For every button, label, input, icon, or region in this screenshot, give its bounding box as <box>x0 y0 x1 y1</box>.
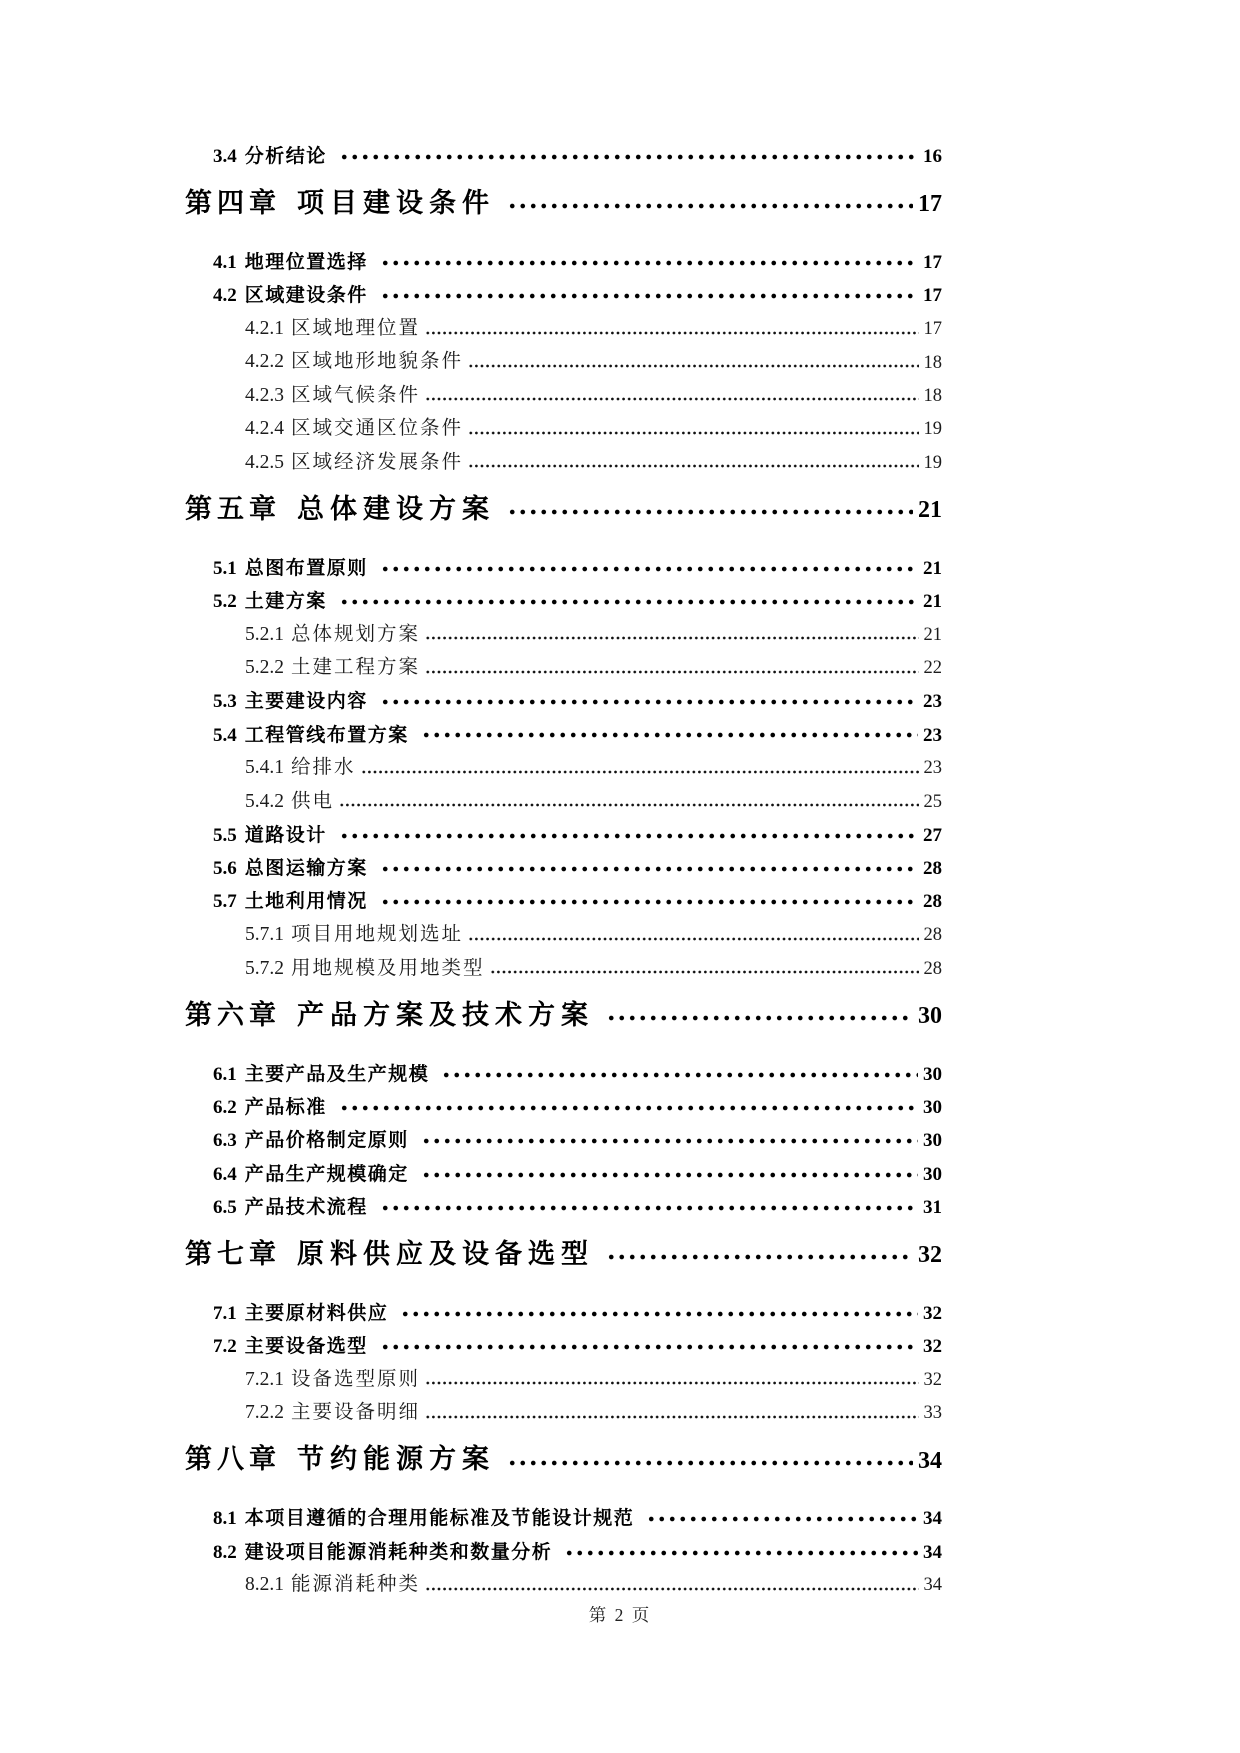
entry-title: 总图布置原则 <box>244 557 368 579</box>
entry-title: 土地利用情况 <box>244 891 368 913</box>
entry-title: 区域地形地貌条件 <box>291 351 464 373</box>
entry-page-number: 32 <box>923 1336 942 1357</box>
entry-title: 区域交通区位条件 <box>291 418 464 440</box>
entry-page-number: 17 <box>923 251 942 273</box>
toc-entry <box>185 645 942 678</box>
entry-page-number: 34 <box>923 1508 942 1530</box>
entry-title: 土建工程方案 <box>291 657 421 679</box>
entry-page-number: 27 <box>923 824 942 846</box>
dot-leader <box>644 1496 918 1529</box>
entry-page-number: 21 <box>923 557 942 579</box>
entry-page-number: 25 <box>923 791 942 812</box>
toc-entry <box>185 812 942 845</box>
toc-entry <box>185 406 942 439</box>
entry-page-number: 19 <box>923 419 942 440</box>
entry-number: 5.3 <box>213 691 237 713</box>
entry-number: 5.2.2 <box>245 657 284 679</box>
dot-leader <box>337 1085 918 1118</box>
entry-title: 建设项目能源消耗种类和数量分析 <box>244 1541 553 1563</box>
entry-page-number: 28 <box>923 891 942 913</box>
entry-page-number: 23 <box>923 758 942 779</box>
entry-page-number: 17 <box>923 285 942 307</box>
toc-entry <box>185 612 942 645</box>
toc-entry <box>185 779 942 812</box>
toc-entry <box>185 1151 942 1184</box>
entry-page-number: 32 <box>918 1241 942 1268</box>
entry-page-number: 30 <box>923 1130 942 1152</box>
dot-leader <box>337 579 918 612</box>
table-of-contents <box>185 134 942 1596</box>
entry-page-number: 28 <box>923 925 942 946</box>
toc-entry <box>185 679 942 712</box>
entry-page-number: 22 <box>923 658 942 679</box>
dot-leader <box>467 440 918 473</box>
entry-number: 第七章 <box>185 1238 281 1269</box>
entry-number: 7.2.2 <box>245 1402 284 1424</box>
entry-title: 总体建设方案 <box>297 493 495 524</box>
dot-leader <box>424 645 918 678</box>
dot-leader <box>338 779 918 812</box>
entry-title: 产品生产规模确定 <box>244 1163 409 1185</box>
dot-leader <box>424 1563 918 1596</box>
entry-title: 分析结论 <box>244 146 327 168</box>
entry-title: 主要建设内容 <box>244 691 368 713</box>
entry-title: 用地规模及用地类型 <box>291 957 485 979</box>
entry-number: 5.7.1 <box>245 924 284 946</box>
entry-title: 产品技术流程 <box>244 1197 368 1219</box>
entry-title: 原料供应及设备选型 <box>297 1238 594 1269</box>
entry-page-number: 30 <box>923 1163 942 1185</box>
entry-number: 5.2.1 <box>245 623 284 645</box>
toc-entry <box>185 1185 942 1218</box>
entry-page-number: 33 <box>923 1403 942 1424</box>
entry-title: 总体规划方案 <box>291 623 421 645</box>
entry-page-number: 32 <box>923 1302 942 1324</box>
entry-page-number: 17 <box>923 319 942 340</box>
entry-title: 主要原材料供应 <box>244 1302 389 1324</box>
toc-entry <box>185 134 942 167</box>
toc-entry <box>185 306 942 339</box>
entry-number: 4.1 <box>213 251 237 273</box>
entry-page-number: 17 <box>918 191 942 218</box>
dot-leader <box>604 993 913 1029</box>
entry-title: 区域地理位置 <box>291 318 421 340</box>
entry-title: 主要设备选型 <box>244 1336 368 1357</box>
dot-leader <box>419 1118 918 1151</box>
entry-number: 6.2 <box>213 1097 237 1119</box>
entry-number: 4.2.1 <box>245 318 284 340</box>
entry-number: 5.6 <box>213 858 237 880</box>
dot-leader <box>562 1529 918 1562</box>
entry-title: 项目建设条件 <box>297 188 495 219</box>
entry-title: 工程管线布置方案 <box>244 724 409 746</box>
toc-entry <box>185 912 942 945</box>
dot-leader <box>419 1151 918 1184</box>
entry-number: 第八章 <box>185 1444 281 1475</box>
entry-page-number: 28 <box>923 858 942 880</box>
dot-leader <box>378 239 918 272</box>
entry-page-number: 21 <box>918 496 942 523</box>
entry-title: 供电 <box>291 790 335 812</box>
entry-number: 5.5 <box>213 824 237 846</box>
entry-number: 5.7.2 <box>245 957 284 979</box>
dot-leader <box>337 812 918 845</box>
entry-number: 7.2 <box>213 1336 237 1357</box>
dot-leader <box>467 340 918 373</box>
entry-page-number: 34 <box>923 1541 942 1563</box>
entry-title: 产品方案及技术方案 <box>297 999 594 1030</box>
entry-number: 8.2.1 <box>245 1574 284 1596</box>
dot-leader <box>424 373 918 406</box>
entry-page-number: 34 <box>923 1575 942 1596</box>
entry-number: 5.4.2 <box>245 790 284 812</box>
toc-entry <box>185 946 942 979</box>
toc-entry <box>185 1563 942 1596</box>
toc-entry <box>185 846 942 879</box>
entry-page-number: 30 <box>923 1097 942 1119</box>
entry-title: 能源消耗种类 <box>291 1574 421 1596</box>
toc-entry <box>185 579 942 612</box>
entry-title: 设备选型原则 <box>291 1368 421 1390</box>
dot-leader <box>398 1290 918 1323</box>
dot-leader <box>489 946 919 979</box>
dot-leader <box>424 1390 918 1423</box>
entry-number: 4.2.5 <box>245 451 284 473</box>
toc-entry <box>185 1496 942 1529</box>
toc-entry <box>185 545 942 578</box>
toc-entry <box>185 1232 942 1268</box>
dot-leader <box>378 879 918 912</box>
toc-entry <box>185 1085 942 1118</box>
dot-leader <box>424 612 918 645</box>
entry-page-number: 19 <box>923 452 942 473</box>
toc-entry <box>185 879 942 912</box>
entry-number: 4.2 <box>213 285 237 307</box>
entry-number: 6.1 <box>213 1063 237 1085</box>
toc-entry <box>185 239 942 272</box>
dot-leader <box>378 1185 918 1218</box>
toc-entry <box>185 487 942 523</box>
entry-title: 产品标准 <box>244 1097 327 1119</box>
entry-number: 第六章 <box>185 999 281 1030</box>
dot-leader <box>424 306 918 339</box>
entry-page-number: 21 <box>923 624 942 645</box>
toc-entry <box>185 1324 942 1357</box>
entry-number: 5.4.1 <box>245 757 284 779</box>
dot-leader <box>378 846 918 879</box>
dot-leader <box>505 1438 913 1474</box>
entry-page-number: 28 <box>923 958 942 979</box>
entry-title: 区域建设条件 <box>244 285 368 307</box>
entry-number: 5.1 <box>213 557 237 579</box>
entry-number: 8.1 <box>213 1508 237 1530</box>
entry-number: 4.2.2 <box>245 351 284 373</box>
entry-page-number: 31 <box>923 1197 942 1219</box>
entry-title: 本项目遵循的合理用能标准及节能设计规范 <box>244 1508 635 1530</box>
entry-title: 节约能源方案 <box>297 1444 495 1475</box>
dot-leader <box>424 1357 918 1390</box>
entry-title: 道路设计 <box>244 824 327 846</box>
toc-entry <box>185 1390 942 1423</box>
toc-entry <box>185 712 942 745</box>
entry-title: 给排水 <box>291 757 356 779</box>
entry-title: 产品价格制定原则 <box>244 1130 409 1152</box>
entry-number: 5.7 <box>213 891 237 913</box>
entry-number: 6.5 <box>213 1197 237 1219</box>
entry-title: 主要产品及生产规模 <box>244 1063 430 1085</box>
entry-number: 4.2.3 <box>245 384 284 406</box>
dot-leader <box>604 1232 913 1268</box>
entry-number: 8.2 <box>213 1541 237 1563</box>
entry-title: 主要设备明细 <box>291 1402 421 1424</box>
entry-page-number: 21 <box>923 590 942 612</box>
entry-title: 区域气候条件 <box>291 384 421 406</box>
entry-page-number: 32 <box>923 1369 942 1390</box>
dot-leader <box>467 406 918 439</box>
entry-title: 总图运输方案 <box>244 858 368 880</box>
entry-number: 4.2.4 <box>245 418 284 440</box>
dot-leader <box>419 712 918 745</box>
dot-leader <box>439 1051 918 1084</box>
dot-leader <box>378 679 918 712</box>
entry-title: 地理位置选择 <box>244 251 368 273</box>
toc-entry <box>185 1051 942 1084</box>
entry-number: 6.3 <box>213 1130 237 1152</box>
dot-leader <box>467 912 918 945</box>
dot-leader <box>378 545 918 578</box>
entry-number: 6.4 <box>213 1163 237 1185</box>
entry-number: 3.4 <box>213 146 237 168</box>
toc-entry <box>185 1529 942 1562</box>
entry-page-number: 16 <box>923 146 942 168</box>
entry-page-number: 30 <box>923 1063 942 1085</box>
entry-page-number: 34 <box>918 1447 942 1474</box>
entry-page-number: 18 <box>923 352 942 373</box>
page-footer <box>0 1602 1240 1627</box>
entry-title: 区域经济发展条件 <box>291 451 464 473</box>
entry-number: 5.4 <box>213 724 237 746</box>
dot-leader <box>337 134 918 167</box>
toc-entry <box>185 181 942 217</box>
toc-entry <box>185 373 942 406</box>
entry-number: 第四章 <box>185 188 281 219</box>
dot-leader <box>505 181 913 217</box>
dot-leader <box>378 273 918 306</box>
toc-entry <box>185 273 942 306</box>
entry-number: 7.2.1 <box>245 1368 284 1390</box>
toc-entry <box>185 1438 942 1474</box>
dot-leader <box>360 745 919 778</box>
dot-leader <box>505 487 913 523</box>
toc-entry <box>185 1357 942 1390</box>
page-number-label: 第 2 页 <box>588 1605 652 1625</box>
toc-entry <box>185 440 942 473</box>
entry-title: 土建方案 <box>244 590 327 612</box>
entry-page-number: 18 <box>923 385 942 406</box>
toc-entry <box>185 745 942 778</box>
toc-entry <box>185 340 942 373</box>
dot-leader <box>378 1324 918 1357</box>
entry-title: 项目用地规划选址 <box>291 924 464 946</box>
entry-page-number: 23 <box>923 691 942 713</box>
entry-page-number: 30 <box>918 1003 942 1030</box>
toc-entry <box>185 1118 942 1151</box>
toc-entry <box>185 993 942 1029</box>
entry-number: 第五章 <box>185 493 281 524</box>
entry-number: 7.1 <box>213 1302 237 1324</box>
toc-entry <box>185 1290 942 1323</box>
entry-number: 5.2 <box>213 590 237 612</box>
entry-page-number: 23 <box>923 724 942 746</box>
